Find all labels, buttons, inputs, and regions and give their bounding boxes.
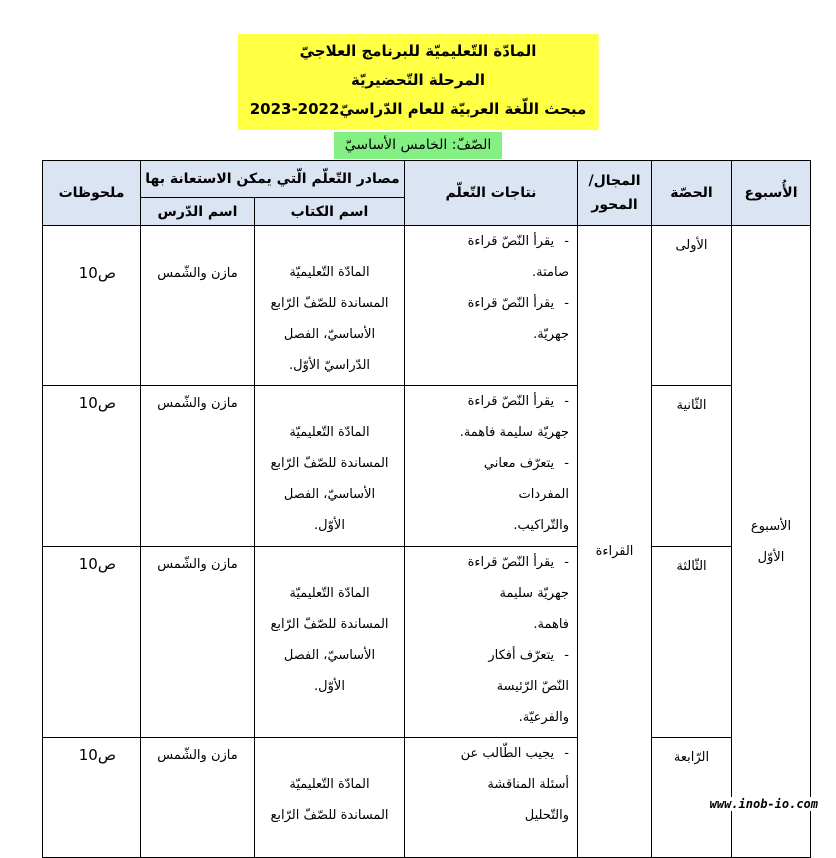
- lesson-cell: [652, 547, 732, 738]
- lesson-cell: [652, 386, 732, 547]
- outcomes-cell: [405, 386, 578, 547]
- outcome-line: - يجيب الطّالب عن: [409, 738, 569, 769]
- lesson-label: الأولى: [675, 238, 708, 253]
- lesson-plan-table: [42, 160, 811, 858]
- title-line-2: المرحلة التّحضيريّة: [350, 71, 486, 89]
- domain-label: القراءة: [595, 544, 634, 559]
- outcomes-cell: [405, 226, 578, 386]
- header-outcomes: نتاجات التّعلّم: [405, 161, 578, 226]
- table-row: [43, 738, 811, 858]
- header-lesson-name: اسم الدّرس: [141, 198, 255, 226]
- table-row: [43, 547, 811, 738]
- book-cell: [255, 226, 405, 386]
- outcomes-cell: [405, 738, 578, 858]
- lesson-label: الثّانية: [676, 398, 707, 413]
- lesson-name: مازن والشّمس: [157, 266, 238, 281]
- book-line: [255, 226, 404, 257]
- lesson-name: مازن والشّمس: [157, 557, 238, 572]
- header-book: اسم الكتاب: [255, 198, 405, 226]
- notes-value: ص10: [78, 394, 116, 412]
- notes-value: ص10: [78, 555, 116, 573]
- book-line: الأساسيّ، الفصل: [283, 327, 376, 342]
- outcome-line: - يتعرّف معاني: [409, 448, 569, 479]
- lesson-name-cell: [141, 547, 255, 738]
- outcome-line: أسئلة المناقشة: [487, 777, 569, 792]
- notes-cell: [43, 386, 141, 547]
- table-row: [43, 226, 811, 386]
- header-sources: مصادر التّعلّم الّتي يمكن الاستعانة بها: [141, 161, 405, 198]
- domain-cell: [578, 226, 652, 858]
- header-week: الأُسبوع: [732, 161, 811, 226]
- outcome-line: - يقرأ النّصّ قراءة: [409, 288, 569, 319]
- outcome-line: فاهمة.: [533, 617, 569, 632]
- lesson-name: مازن والشّمس: [157, 396, 238, 411]
- book-line: المادّة التّعليميّة: [289, 265, 370, 280]
- outcome-line: جهريّة.: [533, 327, 569, 342]
- outcome-line: المفردات: [518, 487, 569, 502]
- outcome-line: والتّراكيب.: [513, 518, 569, 533]
- outcome-line: - يقرأ النّصّ قراءة: [409, 226, 569, 257]
- outcome-line: والفرعيّة.: [518, 710, 569, 725]
- table-row: [43, 386, 811, 547]
- book-line: المادّة التّعليميّة: [289, 425, 370, 440]
- book-cell: [255, 386, 405, 547]
- book-line: الأوّل.: [314, 679, 345, 694]
- outcome-line: جهريّة سليمة فاهمة.: [459, 425, 569, 440]
- book-line: المادّة التّعليميّة: [289, 777, 370, 792]
- outcomes-cell: [405, 547, 578, 738]
- lesson-cell: [652, 226, 732, 386]
- lesson-label: الرّابعة: [673, 750, 710, 765]
- lesson-name-cell: [141, 226, 255, 386]
- outcome-line: - يقرأ النّصّ قراءة: [409, 386, 569, 417]
- lesson-name: مازن والشّمس: [157, 748, 238, 763]
- notes-value: ص10: [78, 746, 116, 764]
- header-domain-line2: المحور: [591, 197, 638, 213]
- book-line: الدّراسيّ الأوّل.: [288, 358, 371, 373]
- notes-value: ص10: [78, 264, 116, 282]
- book-cell: [255, 547, 405, 738]
- lesson-name-cell: [141, 386, 255, 547]
- grade-label: الصّفّ: الخامس الأساسيّ: [334, 132, 502, 159]
- header-lesson: الحصّة: [652, 161, 732, 226]
- book-line: الأساسيّ، الفصل: [283, 648, 376, 663]
- book-line: المساندة للصّفّ الرّابع: [270, 617, 389, 632]
- book-line: المادّة التّعليميّة: [289, 586, 370, 601]
- book-line: الأساسيّ، الفصل: [283, 487, 376, 502]
- notes-cell: [43, 738, 141, 858]
- book-line: المساندة للصّفّ الرّابع: [270, 296, 389, 311]
- lesson-name-cell: [141, 738, 255, 858]
- lesson-label: الثّالثة: [676, 559, 707, 574]
- week-cell: [732, 226, 811, 858]
- outcome-line: جهريّة سليمة: [499, 586, 569, 601]
- book-line: [255, 547, 404, 578]
- outcome-line: النّصّ الرّئيسة: [496, 679, 569, 694]
- outcome-line: والتّحليل: [524, 808, 569, 823]
- book-line: [255, 386, 404, 417]
- outcome-line: صامتة.: [532, 265, 569, 280]
- watermark: www.inob-io.com: [709, 797, 818, 811]
- notes-cell: [43, 547, 141, 738]
- header-domain: [578, 161, 652, 226]
- title-line-3: مبحث اللّغة العربيّة للعام الدّراسيّ2022-2023: [249, 100, 587, 118]
- book-line: [255, 738, 404, 769]
- book-line: الأوّل.: [314, 518, 345, 533]
- header-notes: ملحوظات: [43, 161, 141, 226]
- week-label: الأسبوع الأوّل: [750, 518, 792, 565]
- outcome-line: - يقرأ النّصّ قراءة: [409, 547, 569, 578]
- header-domain-line1: المجال/: [588, 173, 641, 189]
- title-line-1: المادّة التّعليميّة للبرنامج العلاجيّ: [299, 42, 537, 60]
- notes-cell: [43, 226, 141, 386]
- document-title-box: [238, 34, 599, 130]
- outcome-line: - يتعرّف أفكار: [409, 640, 569, 671]
- book-line: المساندة للصّفّ الرّابع: [270, 456, 389, 471]
- book-cell: [255, 738, 405, 858]
- book-line: المساندة للصّفّ الرّابع: [270, 808, 389, 823]
